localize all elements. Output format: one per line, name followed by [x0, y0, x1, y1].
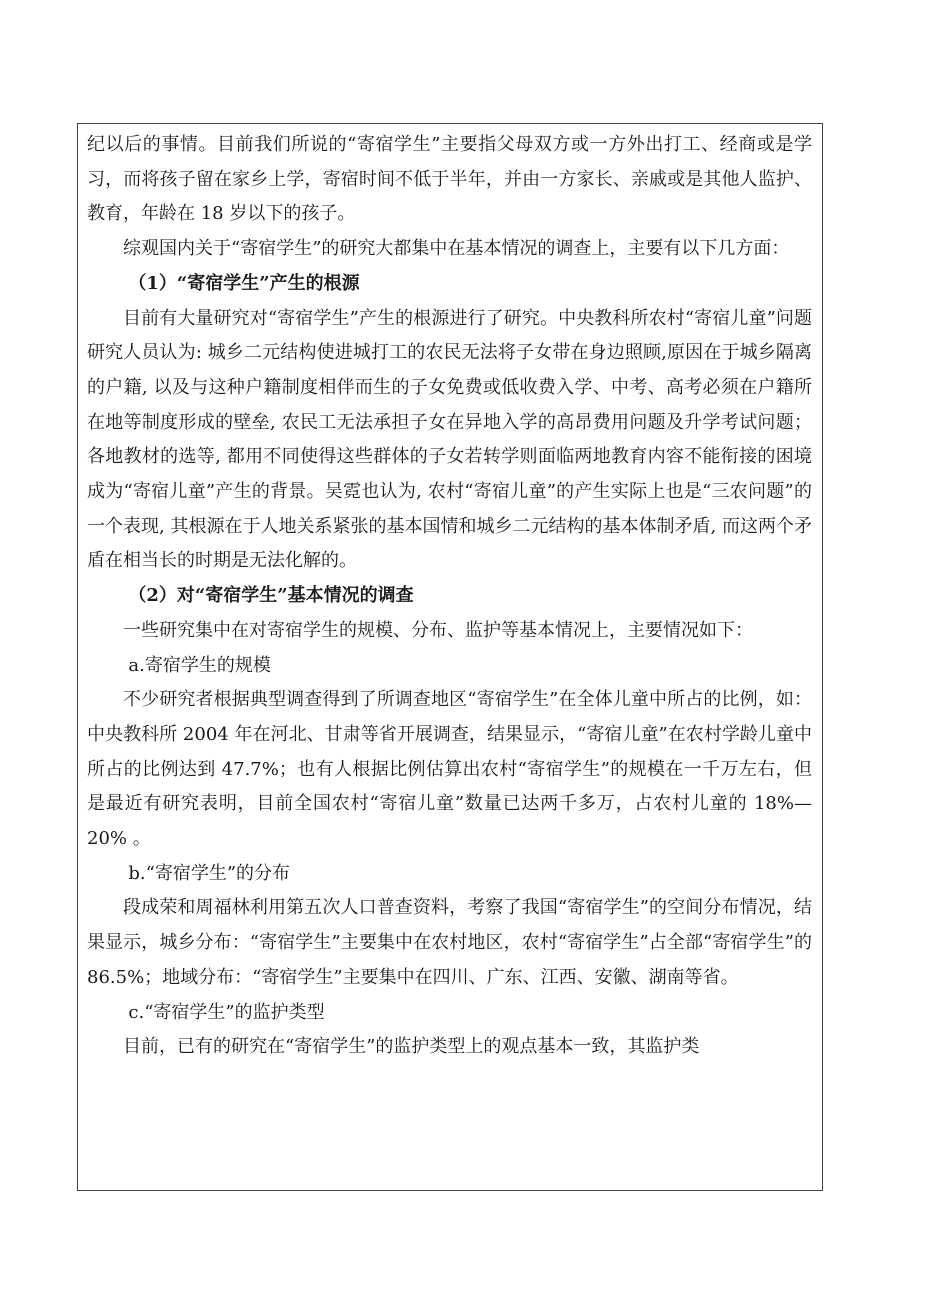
paragraph-distribution: 段成荣和周福林利用第五次人口普查资料，考察了我国“寄宿学生”的空间分布情况，结果显示，城乡分布：“寄宿学生”主要集中在农村地区，农村“寄宿学生”占全部“寄宿学生”的 86.5%；地域分布：“寄宿学生”主要集中在四川、广东、江西、安徽、湖南等省。 [87, 897, 812, 988]
document-frame [77, 123, 823, 1191]
paragraph-scale: 不少研究者根据典型调查得到了所调查地区“寄宿学生”在全体儿童中所占的比例，如：中央教科所 2004 年在河北、甘肃等省开展调查，结果显示，“寄宿儿童”在农村学龄儿童中所占的比例达到 47.7%；也有人根据比例估算出农村“寄宿学生”的规模在一千万左右，但是最近有研究表明，目前全国农村“寄宿儿童”数量已达两千多万，占农村儿童的 18%—20% 。 [87, 689, 812, 850]
subheading-scale: a.寄宿学生的规模 [128, 654, 271, 676]
paragraph-overview: 综观国内关于“寄宿学生”的研究大都集中在基本情况的调查上，主要有以下几方面： [123, 238, 790, 260]
subheading-guardianship: c.“寄宿学生”的监护类型 [128, 1001, 325, 1023]
paragraph-survey-intro: 一些研究集中在对寄宿学生的规模、分布、监护等基本情况上，主要情况如下： [123, 619, 753, 641]
subheading-distribution: b.“寄宿学生”的分布 [128, 862, 291, 884]
document-content [78, 124, 822, 1065]
paragraph-continuation: 纪以后的事情。目前我们所说的“寄宿学生”主要指父母双方或一方外出打工、经商或是学习，而将孩子留在家乡上学，寄宿时间不低于半年，并由一方家长、亲戚或是其他人监护、教育，年龄在 18 岁以下的孩子。 [87, 134, 812, 225]
paragraph-origin: 目前有大量研究对“寄宿学生”产生的根源进行了研究。中央教科所农村“寄宿儿童”问题研究人员认为: 城乡二元结构使进城打工的农民无法将子女带在身边照顾,原因在于城乡隔离的户籍, 以及与这种户籍制度相伴而生的子女免费或低收费入学、中考、高考必须在户籍所在地等制度形成的壁垒, 农民工无法承担子女在异地入学的高昂费用问题及升学考试问题；各地教材的选等, 都用不同使得这些群体的子女若转学则面临两地教育内容不能衔接的困境成为“寄宿儿童”产生的背景。吴霓也认为, 农村“寄宿儿童”的产生实际上也是“三农问题”的一个表现, 其根源在于人地关系紧张的基本国情和城乡二元结构的基本体制矛盾, 而这两个矛盾在相当长的时期是无法化解的。 [87, 307, 812, 572]
section-heading-origin: （1）“寄宿学生”产生的根源 [128, 272, 360, 294]
paragraph-guardianship: 目前，已有的研究在“寄宿学生”的监护类型上的观点基本一致，其监护类 [123, 1036, 700, 1058]
section-heading-survey: （2）对“寄宿学生”基本情况的调查 [128, 585, 414, 607]
